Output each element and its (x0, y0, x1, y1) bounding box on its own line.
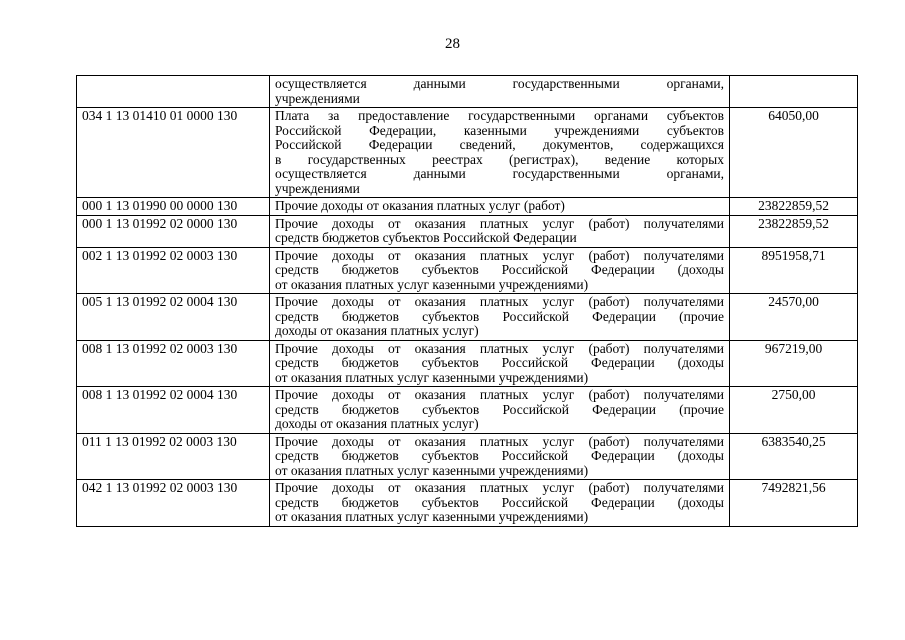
budget-code-cell: 008 1 13 01992 02 0003 130 (77, 340, 270, 387)
page-number: 28 (445, 36, 460, 52)
income-name-cell (270, 433, 730, 480)
amount-cell: 23822859,52 (730, 215, 858, 247)
revenue-table (76, 75, 858, 527)
income-name-line: средств бюджетов субъектов Российской Федерации (доходы (275, 355, 724, 370)
income-name-line: в государственных реестрах (регистрах), ведение которых (275, 151, 724, 167)
income-name-line: Прочие доходы от оказания платных услуг (работ) получателями (275, 215, 724, 231)
income-name-cell (270, 108, 730, 198)
budget-code-cell: 011 1 13 01992 02 0003 130 (77, 433, 270, 480)
table-row (77, 294, 858, 341)
table-row (77, 198, 858, 216)
table-row (77, 340, 858, 387)
amount-cell: 6383540,25 (730, 433, 858, 480)
income-name-line: Прочие доходы от оказания платных услуг (работ) (275, 198, 565, 213)
budget-code-cell: 000 1 13 01992 02 0000 130 (77, 215, 270, 247)
income-name-cell (270, 340, 730, 387)
income-name-line: Прочие доходы от оказания платных услуг (работ) получателями (275, 433, 724, 449)
table-row (77, 215, 858, 247)
budget-code-cell: 034 1 13 01410 01 0000 130 (77, 108, 270, 198)
income-name-line: Прочие доходы от оказания платных услуг (работ) получателями (275, 340, 724, 356)
table-row (77, 247, 858, 294)
income-name-line: средств бюджетов субъектов Российской Федерации (доходы (275, 262, 724, 277)
income-name-cell (270, 76, 730, 108)
income-name-line: от оказания платных услуг казенными учреждениями) (275, 509, 589, 524)
income-name-line: учреждениями (275, 90, 360, 106)
income-name-line: от оказания платных услуг казенными учреждениями) (275, 276, 589, 292)
income-name-line: Прочие доходы от оказания платных услуг (работ) получателями (275, 247, 724, 263)
income-name-line: доходы от оказания платных услуг) (275, 323, 479, 338)
income-name-line: Прочие доходы от оказания платных услуг (работ) получателями (275, 480, 724, 495)
income-name-cell (270, 480, 730, 527)
income-name-line: Российской Федерации сведений, документов, содержащихся (275, 137, 724, 152)
revenue-table-body (77, 76, 858, 527)
budget-code-cell: 005 1 13 01992 02 0004 130 (77, 294, 270, 341)
income-name-line: средств бюджетов субъектов Российской Федерации (275, 230, 577, 245)
income-name-line: осуществляется данными государственными органами, (275, 76, 724, 91)
table-row (77, 387, 858, 434)
amount-cell: 8951958,71 (730, 247, 858, 294)
amount-cell: 23822859,52 (730, 198, 858, 216)
amount-cell: 7492821,56 (730, 480, 858, 527)
budget-code-cell: 002 1 13 01992 02 0003 130 (77, 247, 270, 294)
income-name-line: средств бюджетов субъектов Российской Федерации (доходы (275, 448, 724, 463)
income-name-line: от оказания платных услуг казенными учреждениями) (275, 462, 589, 478)
budget-code-cell: 008 1 13 01992 02 0004 130 (77, 387, 270, 434)
amount-cell (730, 76, 858, 108)
amount-cell: 64050,00 (730, 108, 858, 198)
budget-code-cell: 042 1 13 01992 02 0003 130 (77, 480, 270, 527)
income-name-cell (270, 387, 730, 434)
budget-code-cell (77, 76, 270, 108)
income-name-cell (270, 247, 730, 294)
income-name-cell (270, 294, 730, 341)
table-row (77, 108, 858, 198)
income-name-line: учреждениями (275, 180, 360, 196)
amount-cell: 24570,00 (730, 294, 858, 341)
income-name-line: средств бюджетов субъектов Российской Федерации (доходы (275, 494, 724, 510)
table-row (77, 76, 858, 108)
income-name-line: средств бюджетов субъектов Российской Федерации (прочие (275, 308, 724, 324)
income-name-line: доходы от оказания платных услуг) (275, 416, 479, 431)
income-name-line: Прочие доходы от оказания платных услуг (работ) получателями (275, 294, 724, 309)
income-name-cell (270, 198, 730, 216)
budget-code-cell: 000 1 13 01990 00 0000 130 (77, 198, 270, 216)
income-name-cell (270, 215, 730, 247)
amount-cell: 2750,00 (730, 387, 858, 434)
income-name-line: Российской Федерации, казенными учреждениями субъектов (275, 122, 724, 138)
amount-cell: 967219,00 (730, 340, 858, 387)
income-name-line: Прочие доходы от оказания платных услуг (работ) получателями (275, 387, 724, 402)
table-row (77, 480, 858, 527)
income-name-line: средств бюджетов субъектов Российской Федерации (прочие (275, 401, 724, 417)
income-name-line: Плата за предоставление государственными органами субъектов (275, 108, 724, 123)
income-name-line: от оказания платных услуг казенными учреждениями) (275, 369, 589, 385)
table-row (77, 433, 858, 480)
income-name-line: осуществляется данными государственными органами, (275, 166, 724, 181)
